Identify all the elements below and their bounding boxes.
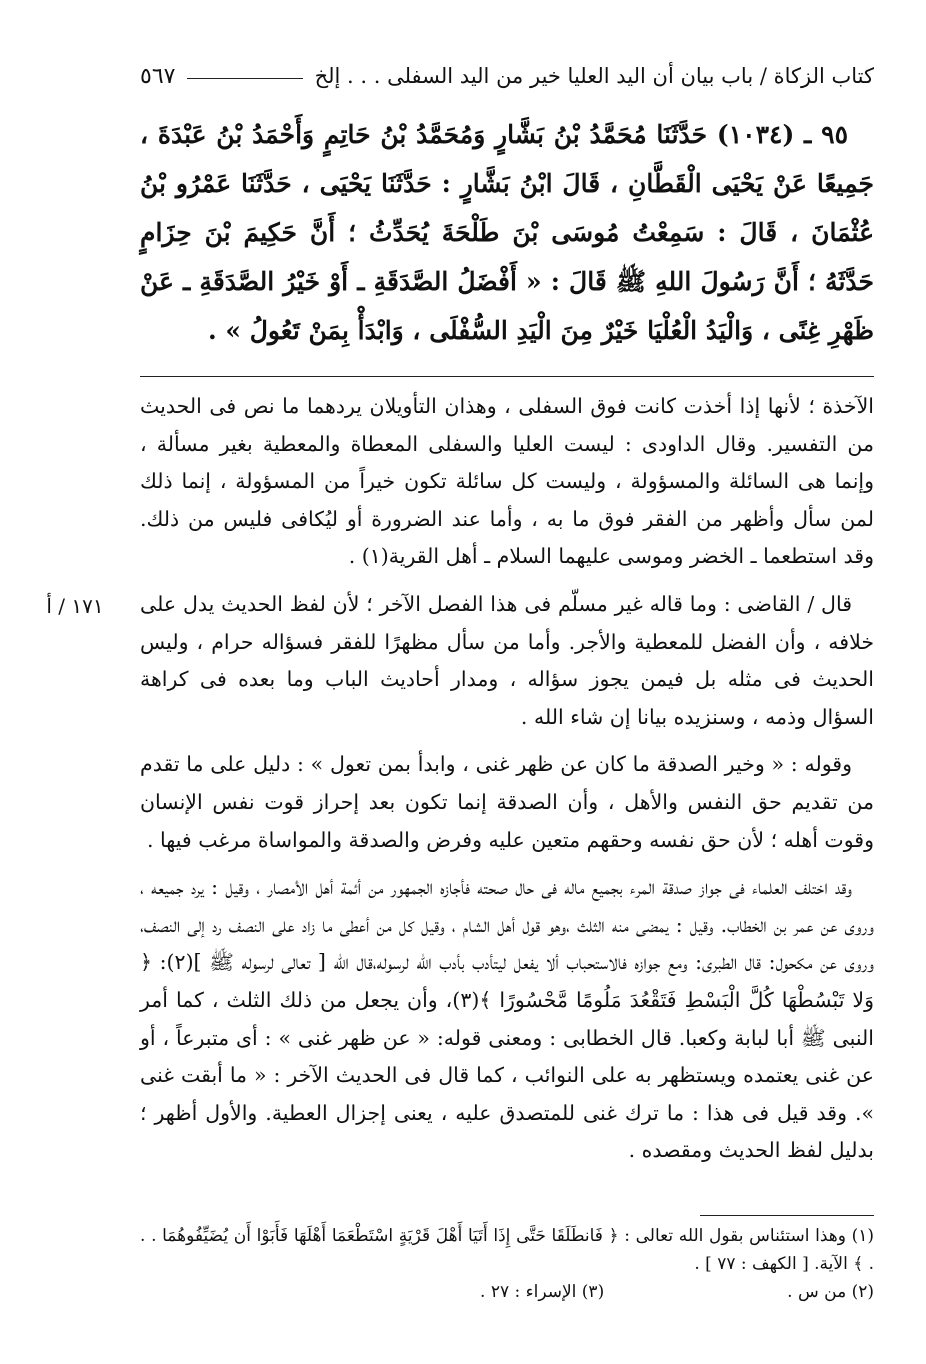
hadith-text: ٩٥ ـ (١٠٣٤) حَدَّثَنَا مُحَمَّدُ بْنُ بَشَّارٍ وَمُحَمَّدُ بْنُ حَاتِمٍ وَأَحْمَدُ بْنُ عَبْدَةَ ، جَمِيعًا عَنْ يَحْيَى الْقَطَّانِ ، قَالَ ابْنُ بَشَّارٍ : حَدَّثَنَا يَحْيَى ، حَدَّثَنَا عَمْرُو بْنُ عُثْمَانَ ، قَالَ : سَمِعْتُ مُوسَى بْنَ طَلْحَةَ يُحَدِّثُ ؛ أَنَّ حَكِيمَ بْنَ حِزَامٍ حَدَّثَهُ ؛ أَنَّ رَسُولَ اللهِ ﷺ قَالَ : « أَفْضَلُ الصَّدَقَةِ ـ أَوْ خَيْرُ الصَّدَقَةِ ـ عَنْ ظَهْرِ غِنًى ، وَالْيَدُ الْعُلْيَا خَيْرٌ مِنَ الْيَدِ السُّفْلَى ، وَابْدَأْ بِمَنْ تَعُولُ » . <box>140 120 874 345</box>
header-rule <box>187 78 302 79</box>
manuscript-folio-marker: ١٧١ / أ <box>46 594 104 618</box>
commentary-block <box>140 388 874 1180</box>
commentary-paragraph-4: وقد اختلف العلماء فى جواز صدقة المرء بجميع ماله فى حال صحته فأجازه الجمهور من أئمة أهل الأمصار ، وقيل : يرد جميعه ، وروى عن عمر بن الخطاب. وقيل : يمضى منه الثلث ،وهو قول أهل الشام ، وقيل كل من أعطى ما زاد على النصف رد إلى النصف، وروى عن مكحول: قال الطبرى: ومع جوازه فالاستحباب ألا يفعل ليتأدب بأدب الله لرسوله،قال الله [ تعالى لرسوله ﷺ ](٢): ﴿ وَلا تَبْسُطْهَا كُلَّ الْبَسْطِ فَتَقْعُدَ مَلُومًا مَّحْسُورًا ﴾(٣)، وأن يجعل من ذلك الثلث ، كما أمر النبى ﷺ أبا لبابة وكعبا. قال الخطابى : ومعنى قوله: « عن ظهر غنى » : أى متبرعاً ، أو عن غنى يعتمده ويستظهر به على النوائب ، كما قال فى الحديث الآخر : « ما أبقت غنى ». وقد قيل فى هذا : ما ترك غنى للمتصدق عليه ، يعنى إجزال العطية. والأول أظهر ؛ بدليل لفظ الحديث ومقصده . <box>140 875 875 1163</box>
hadith-text-block <box>140 110 874 355</box>
footnote-1: (١) وهذا استئناس بقول الله تعالى : ﴿ فَانطَلَقَا حَتَّى إِذَا أَتَيَا أَهْلَ قَرْيَةٍ اسْتَطْعَمَا أَهْلَهَا فَأَبَوْا أَن يُضَيِّفُوهُمَا . . . ﴾ الآية. [ الكهف : ٧٧ ] . <box>140 1226 874 1274</box>
footnote-2: (٢) من س . <box>787 1282 874 1302</box>
running-header <box>140 58 874 94</box>
commentary-paragraph-3: وقوله : « وخير الصدقة ما كان عن ظهر غنى ، وابدأ بمن تعول » : دليل على ما تقدم من تقديم حق النفس والأهل ، وأن الصدقة إنما تكون بعد إحراز قوت نفس الإنسان وقوت أهله ؛ لأن حق نفسه وحقهم متعين عليه وفرض والصدقة والمواساة مرغب فيها . <box>140 752 874 852</box>
section-divider <box>140 376 874 377</box>
running-title: كتاب الزكاة / باب بيان أن اليد العليا خير من اليد السفلى . . . إلخ <box>314 64 874 88</box>
page-number: ٥٦٧ <box>140 63 176 89</box>
footnotes-block <box>140 1222 874 1306</box>
commentary-paragraph-1: الآخذة ؛ لأنها إذا أخذت كانت فوق السفلى ، وهذان التأويلان يردهما ما نص فى الحديث من التفسير. وقال الداودى : ليست العليا والسفلى المعطاة والمعطية بغير مسألة ، وإنما هى السائلة والمسؤولة ، وليست كل سائلة تكون خيراً من المسؤولة ، إنما ذلك لمن سأل وأظهر من الفقر فوق ما به ، وأما عند الضرورة أو ليُكافى فليس من ذلك. وقد استطعما ـ الخضر وموسى عليهما السلام ـ أهل القرية(١) . <box>140 394 874 569</box>
footnote-row <box>140 1278 874 1306</box>
footnote-divider <box>700 1215 874 1216</box>
commentary-paragraph-2: قال / القاضى : وما قاله غير مسلّم فى هذا الفصل الآخر ؛ لأن لفظ الحديث يدل على خلافه ، وأن الفضل للمعطية والأجر. وأما من سأل مظهرًا للفقر فسؤاله حرام ، وليس الحديث فى مثله بل فيمن يجوز سؤاله ، ومدار أحاديث الباب وما بعده فى كراهة السؤال وذمه ، وسنزيده بيانا إن شاء الله . <box>140 591 874 729</box>
footnote-3: (٣) الإسراء : ٢٧ . <box>480 1282 605 1302</box>
